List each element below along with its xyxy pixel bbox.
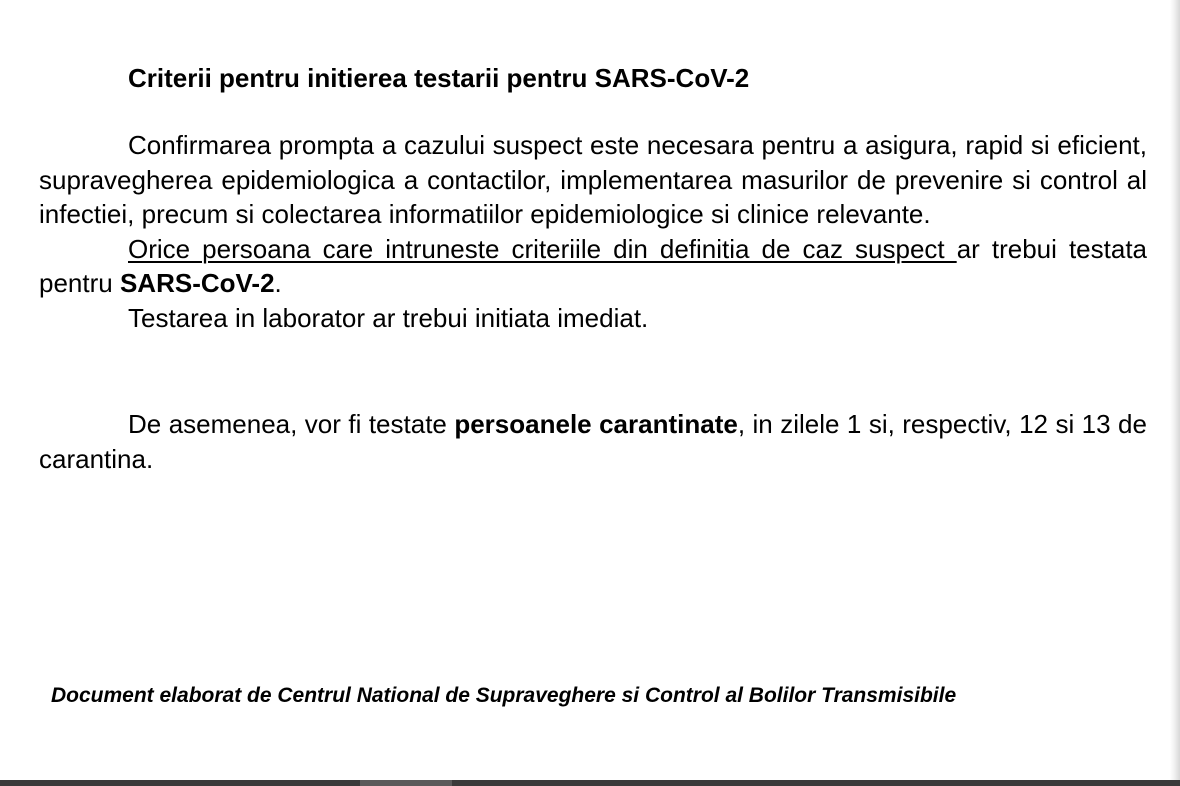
document-title: Criterii pentru initierea testarii pentru SARS-CoV-2 [128, 63, 750, 93]
should-be-tested-text: ar trebui testata pentru [39, 233, 1147, 298]
document-footer: Document elaborat de Centrul National de Supraveghere si Control al Bolilor Transmisibile [51, 684, 957, 707]
quarantine-days-text: , in zilele 1 si, respectiv, 12 si 13 de carantina. [39, 409, 1147, 474]
scrollbar-thumb[interactable] [360, 780, 452, 786]
page-edge-shadow [1170, 0, 1180, 780]
document-body-quarantine [39, 407, 1147, 476]
paragraph-testing-criteria [39, 232, 1147, 301]
virus-name: SARS-CoV-2 [119, 268, 275, 298]
horizontal-scrollbar[interactable] [0, 780, 1180, 786]
quarantine-intro-text: De asemenea, vor fi testate [128, 409, 455, 439]
suspect-case-criteria-text: Orice persoana care intruneste criteriile din definitia de caz suspect [128, 233, 957, 264]
paragraph-quarantine [39, 407, 1147, 476]
paragraph-lab-testing: Testarea in laborator ar trebui initiata imediat. [128, 302, 649, 333]
document-body [39, 128, 1147, 335]
paragraph-confirmation: Confirmarea prompta a cazului suspect este necesara pentru a asigura, rapid si eficient, supravegherea epidemiologica a contactilor, implementarea masurilor de prevenire si control al infectiei, precum si colectarea informatiilor epidemiologice si clinice relevante. [39, 130, 1147, 229]
sentence-end: . [274, 268, 282, 298]
quarantined-persons-text: persoanele carantinate [454, 409, 738, 439]
